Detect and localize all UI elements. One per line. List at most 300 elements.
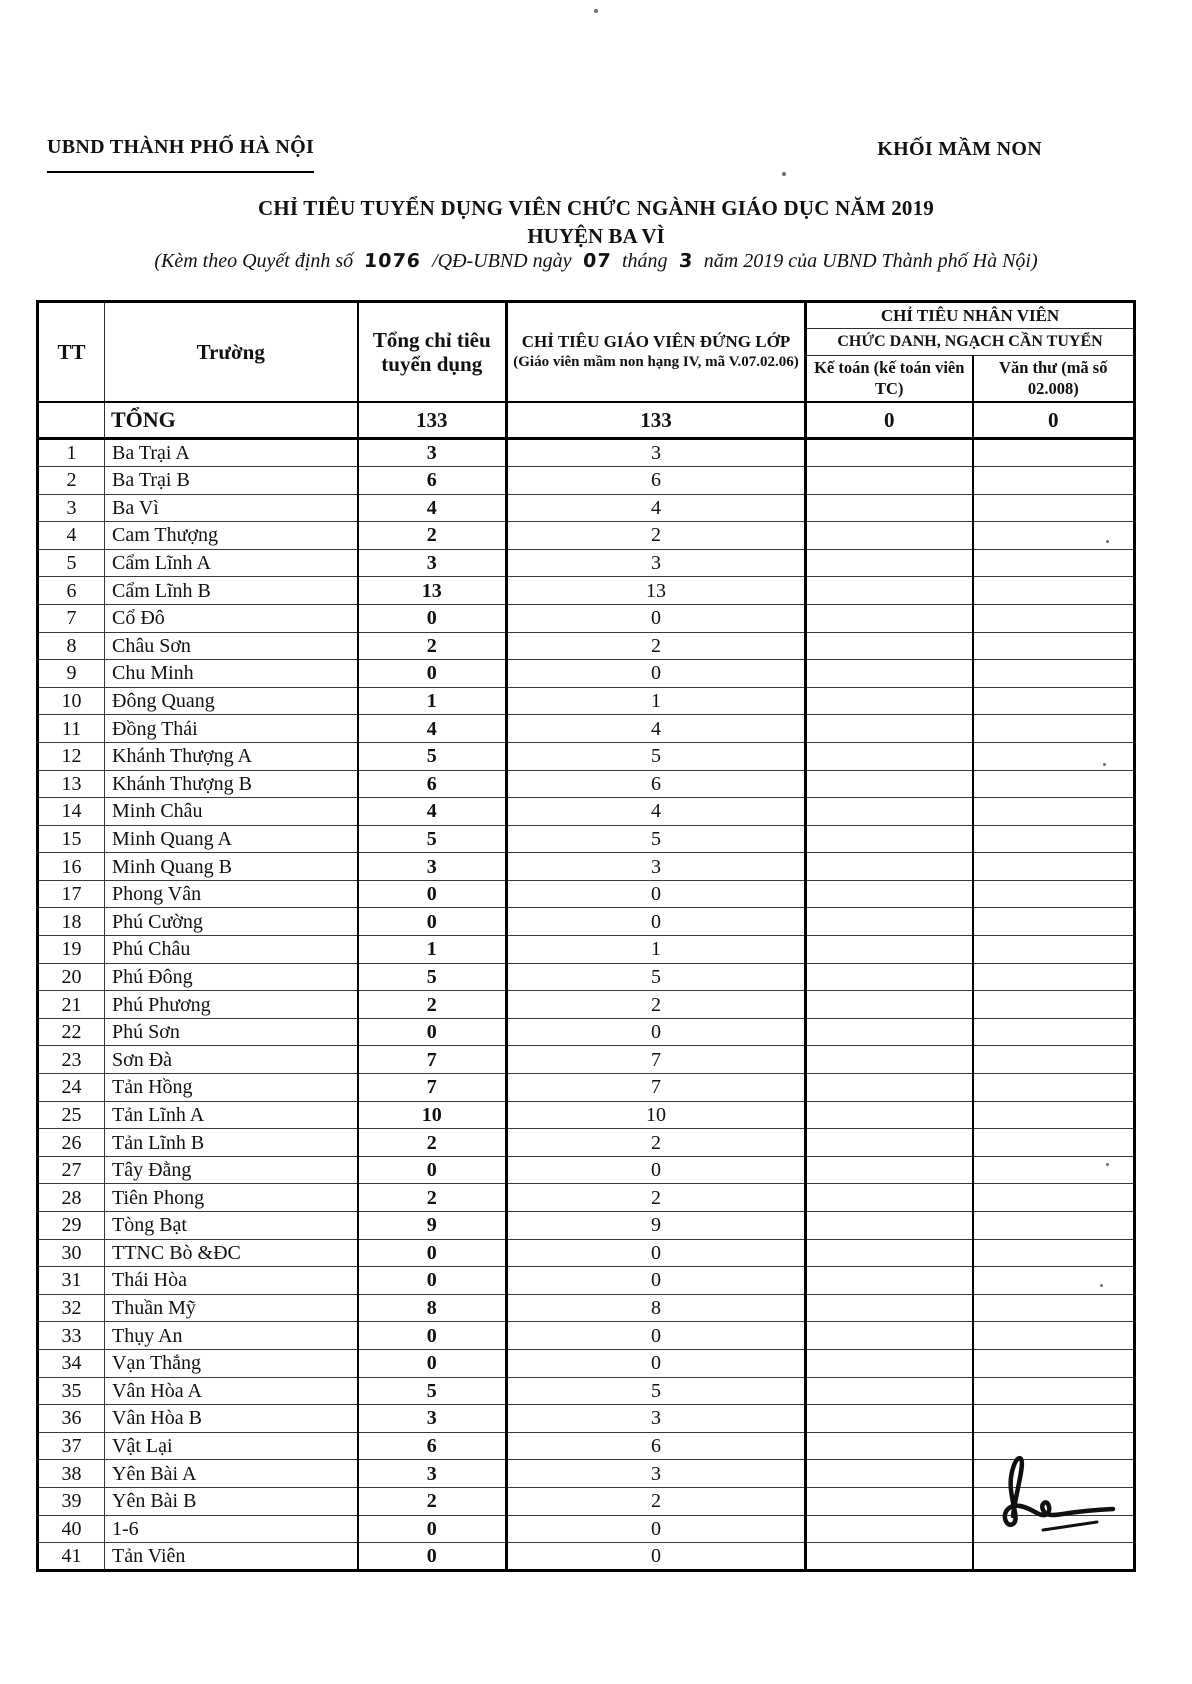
- cell-clerk-quota: [973, 936, 1135, 964]
- cell-teacher-quota: 5: [507, 825, 806, 853]
- scan-speck: [782, 172, 786, 176]
- table-row: [38, 715, 1135, 743]
- cell-accountant-quota: [806, 439, 973, 467]
- header-total-quota: Tổng chỉ tiêu tuyển dụng: [358, 302, 507, 402]
- cell-tt: 9: [38, 660, 105, 688]
- cell-total-quota: 4: [358, 715, 507, 743]
- cell-teacher-quota: 1: [507, 687, 806, 715]
- cell-total-quota: 6: [358, 770, 507, 798]
- cell-school: Vạn Thắng: [105, 1349, 358, 1377]
- cell-teacher-quota: 0: [507, 1239, 806, 1267]
- cell-teacher-quota: 2: [507, 991, 806, 1019]
- block-label: KHỐI MẦM NON: [877, 138, 1042, 160]
- cell-tt: 1: [38, 439, 105, 467]
- cell-accountant-quota: 0: [806, 402, 973, 439]
- cell-school: Châu Sơn: [105, 632, 358, 660]
- cell-tt: 2: [38, 466, 105, 494]
- cell-total-quota: 1: [358, 936, 507, 964]
- cell-clerk-quota: [973, 853, 1135, 881]
- cell-total-quota: 5: [358, 1377, 507, 1405]
- table-row: [38, 853, 1135, 881]
- cell-accountant-quota: [806, 1432, 973, 1460]
- cell-total-quota: 0: [358, 1156, 507, 1184]
- cell-school: Đông Quang: [105, 687, 358, 715]
- header-clerk: Văn thư (mã số 02.008): [973, 356, 1135, 402]
- cell-tt: 15: [38, 825, 105, 853]
- cell-accountant-quota: [806, 936, 973, 964]
- cell-clerk-quota: [973, 494, 1135, 522]
- scan-speck: [594, 9, 598, 13]
- cell-total-quota: 0: [358, 1543, 507, 1571]
- cell-total-quota: 2: [358, 1487, 507, 1515]
- cell-teacher-quota: 6: [507, 1432, 806, 1460]
- cell-teacher-quota: 3: [507, 549, 806, 577]
- cell-clerk-quota: [973, 1018, 1135, 1046]
- cell-teacher-quota: 2: [507, 1129, 806, 1157]
- table-row: [38, 825, 1135, 853]
- quota-table: [36, 300, 1136, 1572]
- cell-total-quota: 6: [358, 1432, 507, 1460]
- cell-school: Tản Lĩnh B: [105, 1129, 358, 1157]
- table-row: [38, 1184, 1135, 1212]
- cell-teacher-quota: 5: [507, 963, 806, 991]
- issuing-org: UBND THÀNH PHỐ HÀ NỘI: [47, 136, 314, 173]
- cell-clerk-quota: [973, 1156, 1135, 1184]
- cell-teacher-quota: 1: [507, 936, 806, 964]
- cell-clerk-quota: [973, 1184, 1135, 1212]
- cell-total-quota: 0: [358, 1239, 507, 1267]
- table-row: [38, 1046, 1135, 1074]
- cell-accountant-quota: [806, 1267, 973, 1295]
- cell-school: Yên Bài A: [105, 1460, 358, 1488]
- table-row: [38, 991, 1135, 1019]
- total-row: [38, 402, 1135, 439]
- table-row: [38, 687, 1135, 715]
- cell-school: Tòng Bạt: [105, 1212, 358, 1240]
- cell-teacher-quota: 0: [507, 1349, 806, 1377]
- cell-teacher-quota: 10: [507, 1101, 806, 1129]
- cell-accountant-quota: [806, 1129, 973, 1157]
- table-row: [38, 880, 1135, 908]
- cell-tt: 28: [38, 1184, 105, 1212]
- table-row: [38, 1239, 1135, 1267]
- cell-total-quota: 5: [358, 963, 507, 991]
- cell-teacher-quota: 3: [507, 1405, 806, 1433]
- table-row: [38, 632, 1135, 660]
- cell-total-quota: 7: [358, 1046, 507, 1074]
- cell-clerk-quota: [973, 1377, 1135, 1405]
- cell-total-quota: 9: [358, 1212, 507, 1240]
- cell-clerk-quota: [973, 1101, 1135, 1129]
- cell-accountant-quota: [806, 1239, 973, 1267]
- cell-clerk-quota: [973, 1046, 1135, 1074]
- decision-reference: [0, 250, 1192, 273]
- cell-accountant-quota: [806, 1405, 973, 1433]
- cell-teacher-quota: 133: [507, 402, 806, 439]
- table-row: [38, 466, 1135, 494]
- cell-total-quota: 133: [358, 402, 507, 439]
- table-row: [38, 798, 1135, 826]
- cell-accountant-quota: [806, 1018, 973, 1046]
- cell-total-quota: 6: [358, 466, 507, 494]
- cell-clerk-quota: [973, 1294, 1135, 1322]
- cell-teacher-quota: 2: [507, 1487, 806, 1515]
- cell-clerk-quota: [973, 577, 1135, 605]
- table-row: [38, 1212, 1135, 1240]
- cell-school: Minh Châu: [105, 798, 358, 826]
- cell-teacher-quota: 2: [507, 522, 806, 550]
- cell-clerk-quota: [973, 1543, 1135, 1571]
- cell-school: Tây Đằng: [105, 1156, 358, 1184]
- cell-total-quota: 0: [358, 660, 507, 688]
- cell-teacher-quota: 0: [507, 908, 806, 936]
- cell-tt: 39: [38, 1487, 105, 1515]
- cell-total-quota: 4: [358, 494, 507, 522]
- document-title: CHỈ TIÊU TUYỂN DỤNG VIÊN CHỨC NGÀNH GIÁO DỤC NĂM 2019: [257, 196, 935, 220]
- cell-total-quota: 3: [358, 1405, 507, 1433]
- cell-clerk-quota: [973, 466, 1135, 494]
- cell-tt: 16: [38, 853, 105, 881]
- table-row: [38, 963, 1135, 991]
- cell-teacher-quota: 5: [507, 742, 806, 770]
- cell-teacher-quota: 3: [507, 439, 806, 467]
- cell-tt: 26: [38, 1129, 105, 1157]
- table-row: [38, 1515, 1135, 1543]
- cell-clerk-quota: [973, 880, 1135, 908]
- header-teacher-line1: CHỈ TIÊU GIÁO VIÊN ĐỨNG LỚP: [521, 332, 791, 352]
- cell-tt: 19: [38, 936, 105, 964]
- header-tt: TT: [38, 302, 105, 402]
- table-row: [38, 1074, 1135, 1102]
- cell-clerk-quota: [973, 1405, 1135, 1433]
- cell-clerk-quota: [973, 1239, 1135, 1267]
- cell-school: Vật Lại: [105, 1432, 358, 1460]
- cell-school: Khánh Thượng B: [105, 770, 358, 798]
- cell-total-quota: 7: [358, 1074, 507, 1102]
- scan-speck: [1106, 540, 1109, 543]
- handwritten-day: 07: [581, 250, 612, 272]
- cell-total-quota: 4: [358, 798, 507, 826]
- cell-total-quota: 13: [358, 577, 507, 605]
- cell-total-quota: 2: [358, 1129, 507, 1157]
- signature-mark: [985, 1448, 1125, 1543]
- decision-suffix: năm 2019 của UBND Thành phố Hà Nội): [703, 250, 1038, 272]
- cell-school: Tản Lĩnh A: [105, 1101, 358, 1129]
- cell-tt: 25: [38, 1101, 105, 1129]
- cell-accountant-quota: [806, 1101, 973, 1129]
- decision-prefix: (Kèm theo Quyết định số: [154, 250, 354, 272]
- cell-teacher-quota: 0: [507, 1322, 806, 1350]
- table-row: [38, 1487, 1135, 1515]
- cell-total-quota: 0: [358, 1267, 507, 1295]
- cell-school: Vân Hòa A: [105, 1377, 358, 1405]
- table-row: [38, 1294, 1135, 1322]
- cell-school: Ba Trại B: [105, 466, 358, 494]
- header-staff-quota: CHỈ TIÊU NHÂN VIÊN: [806, 302, 1135, 329]
- cell-total-quota: 0: [358, 1349, 507, 1377]
- cell-accountant-quota: [806, 1212, 973, 1240]
- cell-clerk-quota: [973, 439, 1135, 467]
- cell-tt: 11: [38, 715, 105, 743]
- cell-school: Vân Hòa B: [105, 1405, 358, 1433]
- cell-school: Chu Minh: [105, 660, 358, 688]
- header-school: Trường: [105, 302, 358, 402]
- cell-school: Đồng Thái: [105, 715, 358, 743]
- cell-accountant-quota: [806, 798, 973, 826]
- header-accountant: Kế toán (kế toán viên TC): [806, 356, 973, 402]
- cell-tt: 7: [38, 604, 105, 632]
- cell-teacher-quota: 0: [507, 880, 806, 908]
- cell-total-quota: 3: [358, 853, 507, 881]
- cell-teacher-quota: 6: [507, 466, 806, 494]
- cell-tt: 20: [38, 963, 105, 991]
- cell-clerk-quota: [973, 715, 1135, 743]
- cell-accountant-quota: [806, 1543, 973, 1571]
- cell-school: Thụy An: [105, 1322, 358, 1350]
- scan-speck: [1106, 1163, 1109, 1166]
- cell-clerk-quota: 0: [973, 402, 1135, 439]
- cell-teacher-quota: 0: [507, 1156, 806, 1184]
- cell-school: Ba Trại A: [105, 439, 358, 467]
- cell-tt: 38: [38, 1460, 105, 1488]
- cell-total-quota: 10: [358, 1101, 507, 1129]
- table-row: [38, 660, 1135, 688]
- table-row: [38, 1129, 1135, 1157]
- cell-accountant-quota: [806, 1294, 973, 1322]
- cell-accountant-quota: [806, 1515, 973, 1543]
- table-row: [38, 1018, 1135, 1046]
- cell-teacher-quota: 4: [507, 798, 806, 826]
- cell-accountant-quota: [806, 991, 973, 1019]
- table-header: [38, 302, 1135, 402]
- cell-teacher-quota: 0: [507, 660, 806, 688]
- cell-tt: 27: [38, 1156, 105, 1184]
- table-row: [38, 1156, 1135, 1184]
- cell-clerk-quota: [973, 825, 1135, 853]
- cell-tt: 29: [38, 1212, 105, 1240]
- cell-total-quota: 0: [358, 1322, 507, 1350]
- cell-accountant-quota: [806, 1074, 973, 1102]
- cell-school: Yên Bài B: [105, 1487, 358, 1515]
- cell-accountant-quota: [806, 825, 973, 853]
- decision-mid2: tháng: [621, 250, 668, 272]
- cell-tt: 18: [38, 908, 105, 936]
- cell-total-quota: 5: [358, 742, 507, 770]
- cell-school: Phú Đông: [105, 963, 358, 991]
- cell-clerk-quota: [973, 687, 1135, 715]
- cell-clerk-quota: [973, 1349, 1135, 1377]
- cell-teacher-quota: 0: [507, 1267, 806, 1295]
- cell-clerk-quota: [973, 1129, 1135, 1157]
- table-row: [38, 1267, 1135, 1295]
- cell-total-label: TỔNG: [105, 402, 358, 439]
- cell-tt: 14: [38, 798, 105, 826]
- cell-accountant-quota: [806, 1046, 973, 1074]
- cell-school: Phú Châu: [105, 936, 358, 964]
- cell-teacher-quota: 0: [507, 604, 806, 632]
- table-row: [38, 522, 1135, 550]
- cell-school: Cam Thượng: [105, 522, 358, 550]
- table-row: [38, 1349, 1135, 1377]
- cell-total-quota: 1: [358, 687, 507, 715]
- cell-clerk-quota: [973, 1212, 1135, 1240]
- cell-clerk-quota: [973, 963, 1135, 991]
- cell-teacher-quota: 4: [507, 715, 806, 743]
- cell-accountant-quota: [806, 1156, 973, 1184]
- cell-accountant-quota: [806, 770, 973, 798]
- cell-school: Phú Cường: [105, 908, 358, 936]
- cell-tt: 40: [38, 1515, 105, 1543]
- cell-teacher-quota: 7: [507, 1046, 806, 1074]
- cell-tt: 13: [38, 770, 105, 798]
- cell-total-quota: 0: [358, 604, 507, 632]
- cell-tt: 34: [38, 1349, 105, 1377]
- cell-accountant-quota: [806, 1349, 973, 1377]
- cell-teacher-quota: 2: [507, 632, 806, 660]
- cell-tt: 36: [38, 1405, 105, 1433]
- cell-clerk-quota: [973, 991, 1135, 1019]
- cell-teacher-quota: 3: [507, 853, 806, 881]
- cell-total-quota: 8: [358, 1294, 507, 1322]
- cell-school: Phú Sơn: [105, 1018, 358, 1046]
- cell-total-quota: 0: [358, 908, 507, 936]
- cell-school: Khánh Thượng A: [105, 742, 358, 770]
- scan-speck: [1100, 1284, 1103, 1287]
- cell-accountant-quota: [806, 687, 973, 715]
- cell-tt: 3: [38, 494, 105, 522]
- cell-school: Minh Quang B: [105, 853, 358, 881]
- table-row: [38, 439, 1135, 467]
- header-teacher-quota: [507, 302, 806, 402]
- cell-accountant-quota: [806, 466, 973, 494]
- cell-school: 1-6: [105, 1515, 358, 1543]
- cell-total-quota: 3: [358, 439, 507, 467]
- table-row: [38, 1543, 1135, 1571]
- cell-tt: 21: [38, 991, 105, 1019]
- cell-tt: 35: [38, 1377, 105, 1405]
- cell-accountant-quota: [806, 494, 973, 522]
- cell-school: TTNC Bò &ĐC: [105, 1239, 358, 1267]
- cell-tt: 4: [38, 522, 105, 550]
- cell-accountant-quota: [806, 1487, 973, 1515]
- cell-accountant-quota: [806, 604, 973, 632]
- table-row: [38, 742, 1135, 770]
- table-row: [38, 494, 1135, 522]
- cell-school: Tản Viên: [105, 1543, 358, 1571]
- cell-total-quota: 0: [358, 1018, 507, 1046]
- table-row: [38, 1101, 1135, 1129]
- cell-tt: 22: [38, 1018, 105, 1046]
- table-row: [38, 1322, 1135, 1350]
- cell-teacher-quota: 8: [507, 1294, 806, 1322]
- handwritten-decision-number: 1076: [363, 250, 422, 272]
- cell-teacher-quota: 2: [507, 1184, 806, 1212]
- cell-accountant-quota: [806, 632, 973, 660]
- cell-school: Cẩm Lĩnh A: [105, 549, 358, 577]
- cell-total-quota: 2: [358, 632, 507, 660]
- cell-clerk-quota: [973, 1074, 1135, 1102]
- cell-clerk-quota: [973, 908, 1135, 936]
- table-row: [38, 604, 1135, 632]
- cell-clerk-quota: [973, 522, 1135, 550]
- cell-tt: 31: [38, 1267, 105, 1295]
- cell-total-quota: 2: [358, 991, 507, 1019]
- table-row: [38, 770, 1135, 798]
- cell-accountant-quota: [806, 908, 973, 936]
- table-row: [38, 936, 1135, 964]
- cell-accountant-quota: [806, 1322, 973, 1350]
- cell-tt: 23: [38, 1046, 105, 1074]
- cell-school: Phú Phương: [105, 991, 358, 1019]
- cell-school: Cẩm Lĩnh B: [105, 577, 358, 605]
- cell-tt: 8: [38, 632, 105, 660]
- cell-school: Thái Hòa: [105, 1267, 358, 1295]
- cell-accountant-quota: [806, 1184, 973, 1212]
- cell-tt: [38, 402, 105, 439]
- table-row: [38, 1460, 1135, 1488]
- cell-clerk-quota: [973, 549, 1135, 577]
- cell-clerk-quota: [973, 770, 1135, 798]
- cell-accountant-quota: [806, 1377, 973, 1405]
- cell-tt: 32: [38, 1294, 105, 1322]
- cell-total-quota: 5: [358, 825, 507, 853]
- cell-accountant-quota: [806, 880, 973, 908]
- cell-teacher-quota: 0: [507, 1543, 806, 1571]
- district-subtitle: HUYỆN BA VÌ: [527, 224, 665, 248]
- header-teacher-line2: (Giáo viên mầm non hạng IV, mã V.07.02.06): [513, 353, 799, 370]
- cell-school: Tản Hồng: [105, 1074, 358, 1102]
- cell-tt: 5: [38, 549, 105, 577]
- cell-clerk-quota: [973, 660, 1135, 688]
- cell-accountant-quota: [806, 660, 973, 688]
- cell-teacher-quota: 3: [507, 1460, 806, 1488]
- table-row: [38, 908, 1135, 936]
- cell-total-quota: 2: [358, 522, 507, 550]
- table-row: [38, 577, 1135, 605]
- cell-total-quota: 3: [358, 549, 507, 577]
- cell-tt: 30: [38, 1239, 105, 1267]
- cell-school: Cổ Đô: [105, 604, 358, 632]
- cell-tt: 33: [38, 1322, 105, 1350]
- cell-teacher-quota: 0: [507, 1018, 806, 1046]
- cell-clerk-quota: [973, 1267, 1135, 1295]
- scan-speck: [1103, 763, 1106, 766]
- cell-tt: 24: [38, 1074, 105, 1102]
- cell-accountant-quota: [806, 742, 973, 770]
- cell-clerk-quota: [973, 604, 1135, 632]
- header-rank: CHỨC DANH, NGẠCH CẦN TUYỂN: [806, 329, 1135, 356]
- cell-school: Minh Quang A: [105, 825, 358, 853]
- cell-clerk-quota: [973, 742, 1135, 770]
- cell-tt: 41: [38, 1543, 105, 1571]
- table-row: [38, 1377, 1135, 1405]
- cell-accountant-quota: [806, 715, 973, 743]
- cell-teacher-quota: 6: [507, 770, 806, 798]
- cell-school: Thuần Mỹ: [105, 1294, 358, 1322]
- cell-tt: 12: [38, 742, 105, 770]
- cell-teacher-quota: 0: [507, 1515, 806, 1543]
- table-row: [38, 549, 1135, 577]
- table-row: [38, 1432, 1135, 1460]
- cell-tt: 37: [38, 1432, 105, 1460]
- cell-clerk-quota: [973, 1322, 1135, 1350]
- cell-teacher-quota: 7: [507, 1074, 806, 1102]
- cell-accountant-quota: [806, 549, 973, 577]
- cell-tt: 6: [38, 577, 105, 605]
- cell-school: Sơn Đà: [105, 1046, 358, 1074]
- table-body: [38, 402, 1135, 1570]
- cell-school: Tiên Phong: [105, 1184, 358, 1212]
